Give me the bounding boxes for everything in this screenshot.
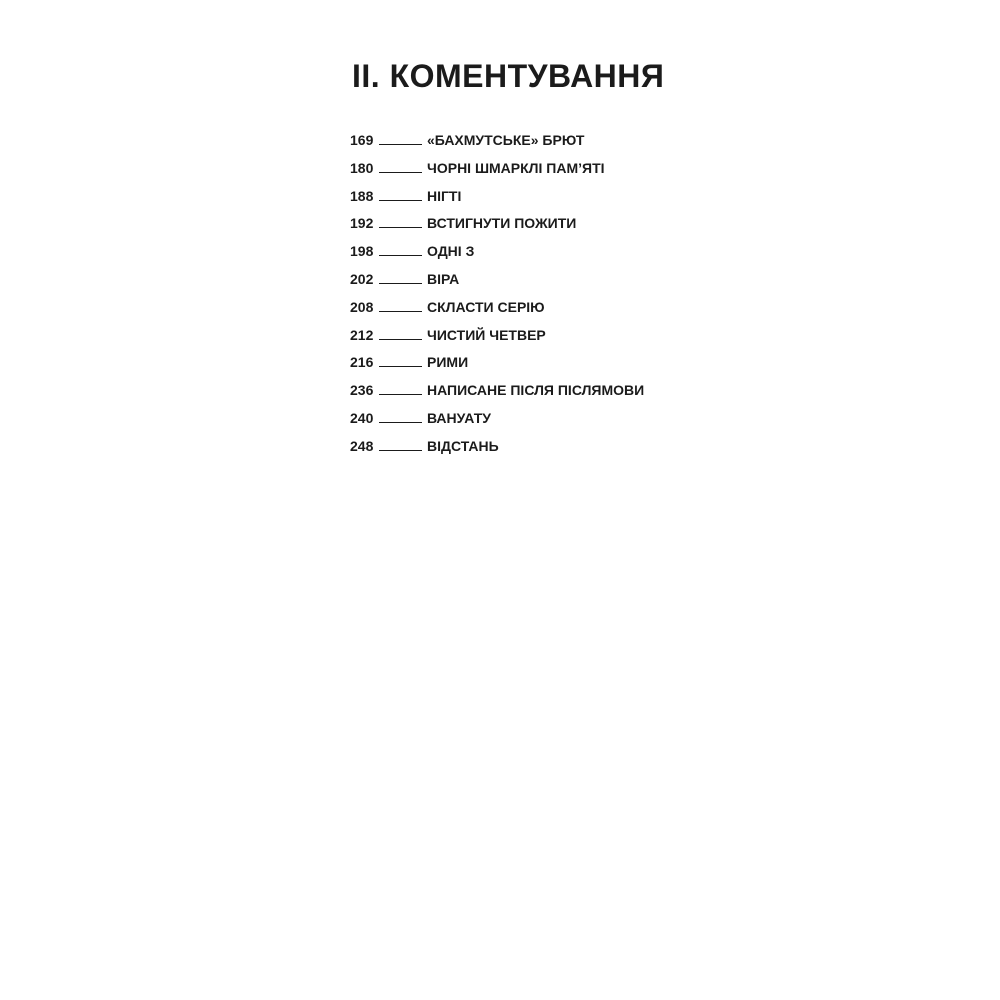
toc-entry bbox=[350, 243, 644, 271]
toc-leader-line bbox=[379, 254, 422, 256]
toc-entry-title: «БАХМУТСЬКЕ» БРЮТ bbox=[427, 132, 585, 148]
toc-entry bbox=[350, 327, 644, 355]
toc-leader-line bbox=[379, 421, 422, 423]
toc-entry-title: ВАНУАТУ bbox=[427, 409, 491, 426]
toc-page-number: 212 bbox=[350, 326, 374, 343]
toc-leader-line bbox=[379, 393, 422, 395]
toc-entry-title: СКЛАСТИ СЕРІЮ bbox=[427, 298, 545, 315]
toc-entry bbox=[350, 160, 644, 188]
toc-leader-line bbox=[379, 365, 422, 367]
table-of-contents bbox=[350, 132, 644, 466]
toc-leader-line bbox=[379, 338, 422, 340]
toc-leader-line bbox=[379, 226, 422, 228]
toc-entry-title: ВІДСТАНЬ bbox=[427, 437, 499, 454]
toc-entry bbox=[350, 271, 644, 299]
toc-page-number: 236 bbox=[350, 382, 374, 399]
toc-entry-title: НАПИСАНЕ ПІСЛЯ ПІСЛЯМОВИ bbox=[427, 382, 645, 399]
toc-entry-title: НІГТІ bbox=[427, 187, 462, 204]
toc-page-number: 202 bbox=[350, 270, 374, 287]
toc-entry-title: ВІРА bbox=[427, 270, 460, 287]
toc-entry bbox=[350, 438, 644, 466]
toc-leader-line bbox=[379, 199, 422, 201]
toc-entry bbox=[350, 132, 644, 160]
toc-page-number: 240 bbox=[350, 409, 374, 426]
toc-entry bbox=[350, 410, 644, 438]
toc-page-number: 198 bbox=[350, 243, 374, 260]
toc-leader-line bbox=[379, 171, 422, 173]
toc-leader-line bbox=[379, 449, 422, 451]
toc-page-number: 169 bbox=[350, 132, 374, 148]
toc-page-number: 192 bbox=[350, 215, 374, 232]
toc-entry-title: ВСТИГНУТИ ПОЖИТИ bbox=[427, 215, 577, 232]
toc-entry-title: ЧИСТИЙ ЧЕТВЕР bbox=[427, 326, 546, 343]
toc-page-number: 216 bbox=[350, 354, 374, 371]
toc-page-number: 180 bbox=[350, 159, 374, 176]
toc-leader-line bbox=[379, 310, 422, 312]
toc-entry bbox=[350, 382, 644, 410]
toc-page-number: 208 bbox=[350, 298, 374, 315]
toc-page-number: 248 bbox=[350, 437, 374, 454]
toc-leader-line bbox=[379, 282, 422, 284]
section-title: II. КОМЕНТУВАННЯ bbox=[352, 58, 665, 94]
toc-entry bbox=[350, 188, 644, 216]
toc-entry-title: ЧОРНІ ШМАРКЛІ ПАМ’ЯТІ bbox=[427, 159, 605, 176]
toc-leader-line bbox=[379, 143, 422, 145]
toc-entry bbox=[350, 299, 644, 327]
toc-entry bbox=[350, 215, 644, 243]
toc-entry bbox=[350, 354, 644, 382]
toc-page-number: 188 bbox=[350, 187, 374, 204]
toc-entry-title: РИМИ bbox=[427, 354, 469, 371]
toc-entry-title: ОДНІ З bbox=[427, 243, 475, 260]
